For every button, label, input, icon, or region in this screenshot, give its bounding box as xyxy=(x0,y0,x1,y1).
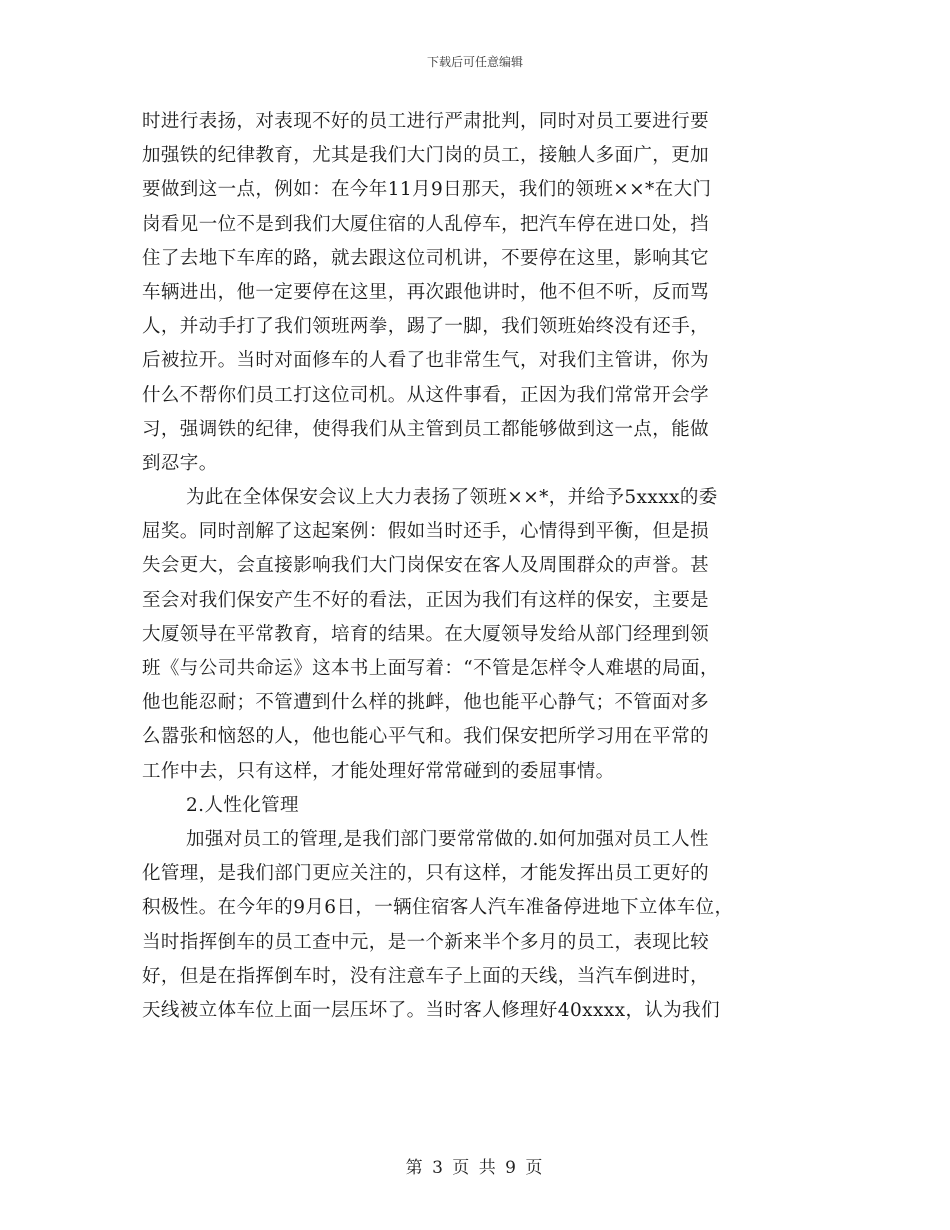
text-line: 化管理，是我们部门更应关注的，只有这样，才能发挥出员工更好的 xyxy=(142,863,710,885)
text-line: 工作中去，只有这样，才能处理好常常碰到的委屈事情。 xyxy=(142,760,615,782)
page-header: 下载后可任意编辑 xyxy=(426,55,523,69)
text-line: 当时指挥倒车的员工查中元，是一个新来半个多月的员工，表现比较 xyxy=(142,931,710,953)
text-line: 失会更大，会直接影响我们大门岗保安在客人及周围群众的声誉。甚 xyxy=(142,555,710,577)
text-line: 加强对员工的管理,是我们部门要常常做的.如何加强对员工人性 xyxy=(186,828,709,850)
text-line: 车辆进出，他一定要停在这里，再次跟他讲时，他不但不听，反而骂 xyxy=(142,281,710,303)
text-line: 习，强调铁的纪律，使得我们从主管到员工都能够做到这一点，能做 xyxy=(142,418,710,440)
text-line: 班《与公司共命运》这本书上面写着：“不管是怎样令人难堪的局面， xyxy=(142,658,719,679)
text-line: 时进行表扬，对表现不好的员工进行严肃批判，同时对员工要进行要 xyxy=(142,111,710,132)
text-line: 么嚣张和恼怒的人，他也能心平气和。我们保安把所学习用在平常的 xyxy=(142,726,710,748)
text-line: 至会对我们保安产生不好的看法，正因为我们有这样的保安，主要是 xyxy=(142,589,710,611)
text-line: 加强铁的纪律教育，尤其是我们大门岗的员工，接触人多面广，更加 xyxy=(142,145,710,167)
text-line: 为此在全体保安会议上大力表扬了领班××*，并给予5xxxx的委 xyxy=(186,487,718,509)
text-line: 大厦领导在平常教育，培育的结果。在大厦领导发给从部门经理到领 xyxy=(142,623,710,645)
text-line: 屈奖。同时剖解了这起案例：假如当时还手，心情得到平衡，但是损 xyxy=(142,521,710,543)
text-line: 积极性。在今年的9月6日，一辆住宿客人汽车准备停进地下立体车位， xyxy=(142,897,734,919)
text-line: 岗看见一位不是到我们大厦住宿的人乱停车，把汽车停在进口处，挡 xyxy=(142,213,710,235)
text-line: 后被拉开。当时对面修车的人看了也非常生气，对我们主管讲，你为 xyxy=(142,350,710,372)
text-line: 他也能忍耐；不管遭到什么样的挑衅，他也能平心静气；不管面对多 xyxy=(142,692,710,714)
text-line: 到忍字。 xyxy=(142,452,218,474)
text-line: 住了去地下车库的路，就去跟这位司机讲，不要停在这里，影响其它 xyxy=(142,247,710,269)
text-line: 天线被立体车位上面一层压坏了。当时客人修理好40xxxx，认为我们 xyxy=(142,999,720,1021)
text-line: 什么不帮你们员工打这位司机。从这件事看，正因为我们常常开会学 xyxy=(142,384,710,406)
body-text xyxy=(142,105,832,1028)
text-line: 要做到这一点，例如：在今年11月9日那天，我们的领班××*在大门 xyxy=(142,179,712,201)
page-footer: 第 3 页 共 9 页 xyxy=(405,1158,545,1178)
text-line: 好，但是在指挥倒车时，没有注意车子上面的天线，当汽车倒进时， xyxy=(142,965,710,987)
text-line: 人，并动手打了我们领班两拳，踢了一脚，我们领班始终没有还手， xyxy=(142,316,710,338)
text-line: 2.人性化管理 xyxy=(186,794,299,816)
